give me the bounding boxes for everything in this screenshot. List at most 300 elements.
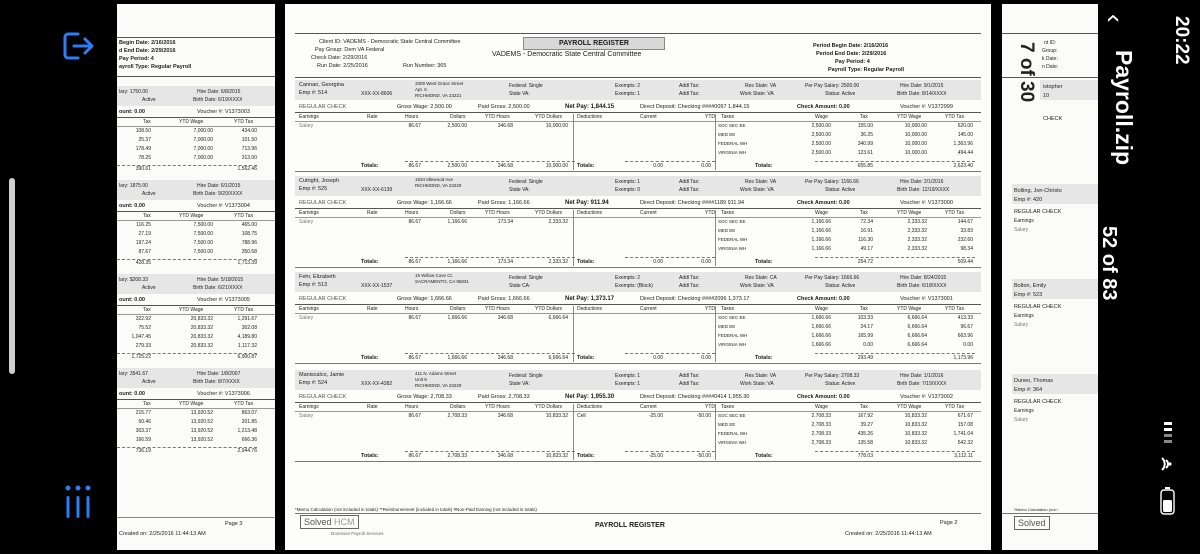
direct-deposit: Direct Deposit: Checking ####0414 1,955.30 (640, 394, 750, 400)
column-header: YTD Dollars (535, 404, 562, 410)
tax-wage: 2,500.00 (811, 123, 831, 129)
total-ytd-hours: 346.68 (497, 163, 513, 169)
address-line: Unit 9 (415, 377, 427, 382)
column-header: Tax (860, 404, 868, 410)
left-salary: lary: 1750.00 (119, 89, 148, 95)
tax-ytd: 0.00 (963, 342, 973, 348)
previous-page[interactable] (117, 4, 275, 550)
created-on: Created on: 2/25/2016 11:44:13 AM (845, 531, 932, 537)
page-number: Page 2 (940, 520, 958, 526)
divider (295, 402, 981, 403)
tax-ytd: 663.96 (957, 333, 973, 339)
net-pay: Net Pay: 911.94 (565, 200, 609, 206)
right-logo-text: Solved (1018, 518, 1046, 528)
total-ytd-tax: 3,112.11 (954, 453, 973, 459)
column-header: YTD Wage (897, 306, 922, 312)
column-header: Tax (860, 210, 868, 216)
left-col-ytd-wage: YTD Wage (179, 401, 204, 407)
tax-wage: 2,708.33 (811, 422, 831, 428)
signal-icon (1164, 422, 1172, 443)
tax-name: VIRGINIA WH (718, 440, 747, 445)
left-tax-value: 1,047.45 (131, 334, 151, 340)
status-icons (1158, 420, 1178, 530)
state-status: State VA: (509, 91, 530, 97)
address-line: 1834 Idlewood Ave (415, 177, 453, 182)
column-header: Taxes (721, 210, 735, 216)
work-state: Work State: VA (740, 91, 774, 97)
tax-ytd-wage: 10,000.00 (904, 132, 927, 138)
work-state: Work State: VA (740, 381, 774, 387)
tax-ytd: 144.67 (957, 219, 973, 225)
column-header: Dollars (450, 114, 466, 120)
column-header: Taxes (721, 306, 735, 312)
divider (117, 408, 275, 409)
totals-rule (405, 451, 575, 452)
total-ytd-dollars: 10,833.32 (545, 453, 568, 459)
run-date: Run Date: 2/25/2016 (317, 63, 368, 69)
column-header: Deductions (577, 210, 603, 216)
net-pay: Net Pay: 1,955.30 (565, 394, 615, 400)
earning-type: Salary (299, 219, 314, 225)
totals-rule (405, 161, 575, 162)
tax-ytd: 413.33 (957, 315, 973, 321)
column-header: YTD Hours (485, 114, 510, 120)
left-birth-date: Birth Date: 6/21/XXXX (193, 285, 243, 291)
footer-title: PAYROLL REGISTER (595, 522, 665, 529)
left-page-number: Page 3 (225, 521, 243, 527)
divider (117, 305, 275, 306)
tax-wage: 1,166.66 (811, 219, 831, 225)
tax-ytd: 232.60 (957, 237, 973, 243)
column-header: YTD (705, 306, 715, 312)
direct-deposit: Direct Deposit: Checking ####0097 1,844.15 (640, 104, 750, 110)
divider (295, 267, 981, 268)
earning-ytd-dollars: 6,666.64 (548, 315, 568, 321)
right-emp-name: Bolling, Jon-Christo (1014, 188, 1062, 194)
left-hire-date: Hire Date: 1/8/2007 (197, 371, 241, 377)
left-ytd-wage-value: 7,500.00 (193, 240, 213, 246)
logo-subtitle: Dominion Payroll Services (331, 531, 384, 536)
tax-name: SOC SEC EE (718, 413, 746, 418)
total-dollars: 2,708.33 (447, 453, 467, 459)
left-tax-value: 215.77 (135, 410, 151, 416)
totals-label: Totals: (755, 453, 773, 459)
right-regular-check: REGULAR CHECK (1014, 304, 1062, 310)
total-tax: 293.49 (857, 355, 873, 361)
left-total-ytd-tax: 2,944.76 (237, 448, 257, 454)
left-col-tax: Tax (143, 401, 151, 407)
tax-amount: 16.91 (860, 228, 873, 234)
divider (295, 208, 981, 209)
employee-ssn: XXX-XX-6139 (361, 187, 393, 193)
column-divider (715, 210, 716, 266)
left-tax-value: 166.59 (135, 437, 151, 443)
left-tax-value: 78.25 (138, 155, 151, 161)
column-header: Hours (405, 306, 419, 312)
column-header: Wage (815, 404, 828, 410)
archive-counter: 52 of 83 (1098, 226, 1120, 301)
left-total-ytd-tax: 1,713.39 (237, 260, 257, 266)
tax-ytd: 145.00 (957, 132, 973, 138)
left-ytd-wage-value: 7,000.00 (193, 155, 213, 161)
federal-status: Federal: Single (509, 83, 543, 89)
logo-hcm: HCM (334, 517, 355, 527)
direct-deposit: Direct Deposit: Checking ####1189 911.94 (640, 200, 745, 206)
left-voucher: Voucher #: V1373005 (197, 297, 250, 303)
total-ytd-dollars: 2,333.32 (548, 259, 568, 265)
totals-label: Totals: (361, 453, 379, 459)
state-status: State VA: (509, 381, 530, 387)
battery-icon (1161, 487, 1174, 514)
left-tax-value: 178.49 (135, 146, 151, 152)
period-begin: Period Begin Date: 2/16/2016 (813, 43, 889, 49)
total-deduction-ytd: 0.00 (701, 259, 711, 265)
tax-ytd-wage: 2,333.32 (907, 219, 927, 225)
pay-group: Pay Group: Dem VA Federal (315, 47, 385, 53)
tax-ytd-wage: 10,833.32 (904, 422, 927, 428)
tax-amount: 24.17 (860, 324, 873, 330)
earning-hours: 86.67 (408, 219, 421, 225)
gross-wage: Gross Wage: 2,708.33 (397, 394, 452, 400)
back-button[interactable] (1099, 14, 1130, 23)
tax-wage: 1,666.66 (811, 315, 831, 321)
gross-wage: Gross Wage: 1,166.66 (397, 200, 452, 206)
column-header: Taxes (721, 404, 735, 410)
left-salary: lary: 1875.00 (119, 183, 148, 189)
column-header: Earnings (299, 210, 319, 216)
left-tax-value: 27.19 (138, 231, 151, 237)
left-col-ytd-wage: YTD Wage (179, 213, 204, 219)
column-header: YTD Hours (485, 306, 510, 312)
tax-name: VIRGINIA WH (718, 342, 747, 347)
column-header: Tax (860, 306, 868, 312)
tax-ytd-wage: 2,333.32 (907, 246, 927, 252)
footer-memo: *Memo Calculation (not included in totals) **Reimbursement (included in totals) #Non-Paid Earning (not included in totals) (295, 507, 537, 512)
column-header: Current (640, 210, 657, 216)
regular-check-label: REGULAR CHECK (299, 200, 347, 206)
voucher-number: Voucher #: V1373002 (900, 394, 953, 400)
total-ytd-hours: 346.68 (497, 453, 513, 459)
left-check-amount: ount: 0.00 (119, 109, 145, 115)
menu-button[interactable] (56, 480, 100, 530)
addl-tax: Addl Tax: (679, 381, 700, 387)
earning-ytd-dollars: 2,333.32 (548, 219, 568, 225)
left-ytd-wage-value: 7,500.00 (193, 231, 213, 237)
left-col-tax: Tax (143, 213, 151, 219)
voucher-number: Voucher #: V1373000 (900, 200, 953, 206)
exempts: Exempts: (Block) (615, 283, 653, 289)
right-check-date: k Date: (1042, 56, 1058, 62)
addl-tax: Addl Tax: (679, 187, 700, 193)
divider (117, 126, 275, 127)
column-header: YTD (705, 404, 715, 410)
total-deduction-current: 0.00 (653, 355, 663, 361)
total-hours: 86.67 (408, 163, 421, 169)
employee-ssn: XXX-XX-1537 (361, 283, 393, 289)
exempts: Exempts: 1 (615, 381, 641, 387)
tax-amount: 123.61 (857, 150, 873, 156)
column-header: Tax (860, 114, 868, 120)
total-deduction-ytd: -50.00 (696, 453, 711, 459)
page-counter: 7 of 30 (1016, 42, 1037, 103)
exit-button[interactable] (56, 24, 100, 68)
column-header: YTD Dollars (535, 114, 562, 120)
divider (295, 171, 981, 172)
totals-rule (815, 257, 975, 258)
total-tax: 254.72 (857, 259, 873, 265)
hire-date: Hire Date: 2/1/2016 (900, 179, 944, 185)
left-col-tax: Tax (143, 307, 151, 313)
employee-name: Fehr, Elizabeth (299, 274, 336, 280)
column-header: YTD Tax (945, 306, 965, 312)
left-ytd-tax-value: 1,117.32 (237, 343, 257, 349)
column-header: Rate (367, 210, 378, 216)
earning-ytd-hours: 346.68 (497, 123, 513, 129)
column-header: Dollars (450, 404, 466, 410)
addl-tax: Addl Tax: (679, 283, 700, 289)
left-ytd-tax-value: 465.00 (241, 222, 257, 228)
right-earnings: Earnings (1014, 313, 1034, 319)
address-line: 15 Willow Cove Ct. (415, 273, 454, 278)
tax-ytd-wage: 10,000.00 (904, 150, 927, 156)
tax-wage: 1,666.66 (811, 342, 831, 348)
left-ytd-wage-value: 7,000.00 (193, 128, 213, 134)
column-divider (715, 306, 716, 362)
birth-date: Birth Date: 12/19/XXXX (897, 187, 950, 193)
paid-gross: Paid Gross: 2,500.00 (478, 104, 530, 110)
tax-ytd: 157.08 (957, 422, 973, 428)
column-header: Hours (405, 210, 419, 216)
check-amount: Check Amount: 0.00 (797, 394, 850, 400)
totals-rule (625, 451, 715, 452)
work-state: Work State: VA (740, 187, 774, 193)
left-tax-value: 75.52 (138, 325, 151, 331)
left-ytd-wage-value: 20,833.32 (190, 316, 213, 322)
column-header: Wage (815, 210, 828, 216)
wifi-icon (1162, 458, 1172, 470)
tax-name: VIRGINIA WH (718, 246, 747, 251)
total-tax: 655.85 (857, 163, 873, 169)
divider (295, 304, 981, 305)
column-header: Deductions (577, 114, 603, 120)
total-hours: 86.67 (408, 453, 421, 459)
left-tax-value: 50.46 (138, 419, 151, 425)
left-ytd-tax-value: 434.00 (241, 128, 257, 134)
left-ytd-tax-value: 350.68 (241, 249, 257, 255)
hire-date: Hire Date: 8/24/2015 (900, 275, 947, 281)
left-total-tax: 390.61 (135, 166, 151, 172)
earning-hours: 86.67 (408, 123, 421, 129)
column-header: Current (640, 404, 657, 410)
federal-status: Federal: Single (509, 373, 543, 379)
earning-type: Salary (299, 413, 314, 419)
right-regular-check: REGULAR CHECK (1014, 399, 1062, 405)
left-col-ytd-tax: YTD Tax (234, 401, 254, 407)
tax-name: MED EE (718, 132, 736, 137)
tax-amount: 39.27 (860, 422, 873, 428)
tax-wage: 1,666.66 (811, 324, 831, 330)
tax-amount: 340.99 (857, 141, 873, 147)
address-line: 3309 West Grace Street (415, 81, 464, 86)
left-begin-date: Begin Date: 2/16/2016 (119, 40, 176, 46)
right-emp-name: istopher (1043, 84, 1063, 90)
per-pay-salary: Per Pay Salary: 1166.66 (805, 179, 859, 185)
left-ytd-wage-value: 13,920.52 (190, 419, 213, 425)
voucher-number: Voucher #: V1373001 (900, 296, 953, 302)
paid-gross: Paid Gross: 2,708.33 (478, 394, 530, 400)
left-birth-date: Birth Date: 8/7/XXXX (193, 379, 240, 385)
total-ytd-hours: 346.68 (497, 355, 513, 361)
employee-status: Status: Active (825, 91, 856, 97)
left-status: Active (142, 191, 156, 197)
payroll-type: Payroll Type: Regular Payroll (828, 67, 905, 73)
total-ytd-tax: 1,173.96 (953, 355, 973, 361)
right-solved-logo (1014, 516, 1050, 530)
left-tax-value: 322.92 (135, 316, 151, 322)
left-pay-period: Pay Period: 4 (119, 56, 154, 62)
total-deduction-current: 0.00 (653, 163, 663, 169)
earning-ytd-hours: 346.68 (497, 315, 513, 321)
per-pay-salary: Per Pay Salary: 2500.00 (805, 83, 860, 89)
right-emp-number: Emp #: 523 (1014, 292, 1043, 298)
employee-number: Emp #: 524 (299, 380, 328, 386)
totals-label: Totals: (577, 355, 595, 361)
payroll-register-page[interactable] (285, 4, 991, 550)
left-ytd-wage-value: 7,500.00 (193, 249, 213, 255)
left-birth-date: Birth Date: 6/19/XXXX (193, 97, 243, 103)
tax-ytd-wage: 6,666.64 (907, 315, 927, 321)
tax-ytd: 1,363.96 (953, 141, 973, 147)
net-pay: Net Pay: 1,373.17 (565, 296, 615, 302)
left-payroll-type: ayroll Type: Regular Payroll (119, 64, 192, 70)
left-col-ytd-wage: YTD Wage (179, 307, 204, 313)
totals-label: Totals: (361, 163, 379, 169)
total-hours: 86.67 (408, 259, 421, 265)
left-created-on: Created on: 2/25/2016 11:44:13 AM (119, 531, 206, 537)
client-id: Client ID: VADEMS - Democratic State Central Committee (319, 39, 461, 45)
total-deduction-current: 0.00 (653, 259, 663, 265)
left-col-ytd-tax: YTD Tax (234, 213, 254, 219)
divider (295, 217, 981, 218)
totals-label: Totals: (577, 163, 595, 169)
total-ytd-dollars: 10,000.00 (545, 163, 568, 169)
federal-status: Federal: Single (509, 275, 543, 281)
tax-name: SOC SEC EE (718, 123, 746, 128)
employee-status: Status: Active (825, 187, 856, 193)
left-voucher: Voucher #: V1373003 (197, 109, 250, 115)
solved-logo (300, 515, 359, 529)
birth-date: Birth Date: 7/19/XXXX (897, 381, 947, 387)
addl-tax: Addl Tax: (679, 179, 700, 185)
totals-rule (625, 353, 715, 354)
left-ytd-wage-value: 7,500.00 (193, 222, 213, 228)
addl-tax: Addl Tax: (679, 91, 700, 97)
right-emp-name: Bolton, Emily (1014, 283, 1047, 289)
left-ytd-tax-value: 666.36 (241, 437, 257, 443)
left-hire-date: Hire Date: 6/8/2015 (197, 89, 241, 95)
tax-ytd-wage: 2,333.32 (907, 237, 927, 243)
tax-name: SOC SEC EE (718, 315, 746, 320)
check-amount: Check Amount: 0.00 (797, 200, 850, 206)
column-header: Dollars (450, 306, 466, 312)
addl-tax: Addl Tax: (679, 275, 700, 281)
tax-name: MED EE (718, 228, 736, 233)
total-ytd-tax: 509.44 (957, 259, 973, 265)
paid-gross: Paid Gross: 1,666.66 (478, 296, 530, 302)
tax-ytd-wage: 10,000.00 (904, 141, 927, 147)
gross-wage: Gross Wage: 2,500.00 (397, 104, 452, 110)
left-total-ytd-tax: 1,562.46 (237, 166, 257, 172)
tax-ytd: 33.83 (960, 228, 973, 234)
address-line: RICHMOND, VA 23221 (415, 93, 462, 98)
scroll-indicator[interactable] (9, 178, 15, 374)
divider (295, 411, 981, 412)
tax-wage: 1,166.66 (811, 228, 831, 234)
employee-ssn: XXX-XX-8606 (361, 91, 393, 97)
left-end-date: d End Date: 2/29/2016 (119, 48, 176, 54)
left-check-amount: ount: 0.00 (119, 391, 145, 397)
left-tax-value: 279.33 (135, 343, 151, 349)
divider (117, 211, 275, 212)
tax-ytd: 542.32 (957, 440, 973, 446)
deduction-current: -25.00 (648, 413, 663, 419)
left-col-ytd-tax: YTD Tax (234, 119, 254, 125)
divider (117, 117, 275, 118)
divider (295, 121, 981, 122)
exempts: Exempts: 1 (615, 91, 641, 97)
earning-ytd-hours: 173.34 (497, 219, 513, 225)
tax-name: FEDERAL WH (718, 333, 748, 338)
address-line: RICHMOND, VA 23220 (415, 383, 462, 388)
total-hours: 86.67 (408, 355, 421, 361)
gross-wage: Gross Wage: 1,666.66 (397, 296, 452, 302)
right-salary: Salary (1014, 417, 1029, 423)
left-hire-date: Hire Date: 5/18/2015 (197, 277, 244, 283)
left-ytd-tax-value: 101.50 (241, 137, 257, 143)
employee-number: Emp #: 513 (299, 282, 328, 288)
left-total-tax: 1,725.22 (131, 354, 151, 360)
totals-rule (405, 257, 575, 258)
column-header: Wage (815, 114, 828, 120)
total-ytd-dollars: 6,666.64 (548, 355, 568, 361)
tax-wage: 1,166.66 (811, 237, 831, 243)
res-state: Res State: VA (745, 373, 777, 379)
left-ytd-tax-value: 713.96 (241, 146, 257, 152)
employee-name: Cutright, Joseph (299, 178, 340, 184)
tax-ytd-wage: 10,000.00 (904, 123, 927, 129)
employee-number: Emp #: 525 (299, 186, 328, 192)
left-total-tax: 428.35 (135, 260, 151, 266)
tax-ytd-wage: 10,833.32 (904, 431, 927, 437)
left-ytd-wage-value: 20,833.32 (190, 334, 213, 340)
left-ytd-wage-value: 13,920.52 (190, 437, 213, 443)
address-line: SACRAMENTO, CA 95831 (415, 279, 469, 284)
left-col-ytd-wage: YTD Wage (179, 119, 204, 125)
tax-ytd: 620.00 (957, 123, 973, 129)
address-line: Apt. 6 (415, 87, 427, 92)
total-deduction-ytd: 0.00 (701, 355, 711, 361)
address-line: RICHMOND, VA 23220 (415, 183, 462, 188)
left-ytd-wage-value: 7,000.00 (193, 137, 213, 143)
totals-rule (815, 451, 975, 452)
tax-ytd-wage: 10,833.32 (904, 413, 927, 419)
company-name: VADEMS - Democratic State Central Committee (492, 51, 642, 58)
right-emp-number: 10 (1043, 93, 1050, 99)
left-ytd-tax-value: 302.08 (241, 325, 257, 331)
column-header: YTD Wage (897, 210, 922, 216)
column-header: Hours (405, 404, 419, 410)
column-header: YTD Wage (897, 114, 922, 120)
